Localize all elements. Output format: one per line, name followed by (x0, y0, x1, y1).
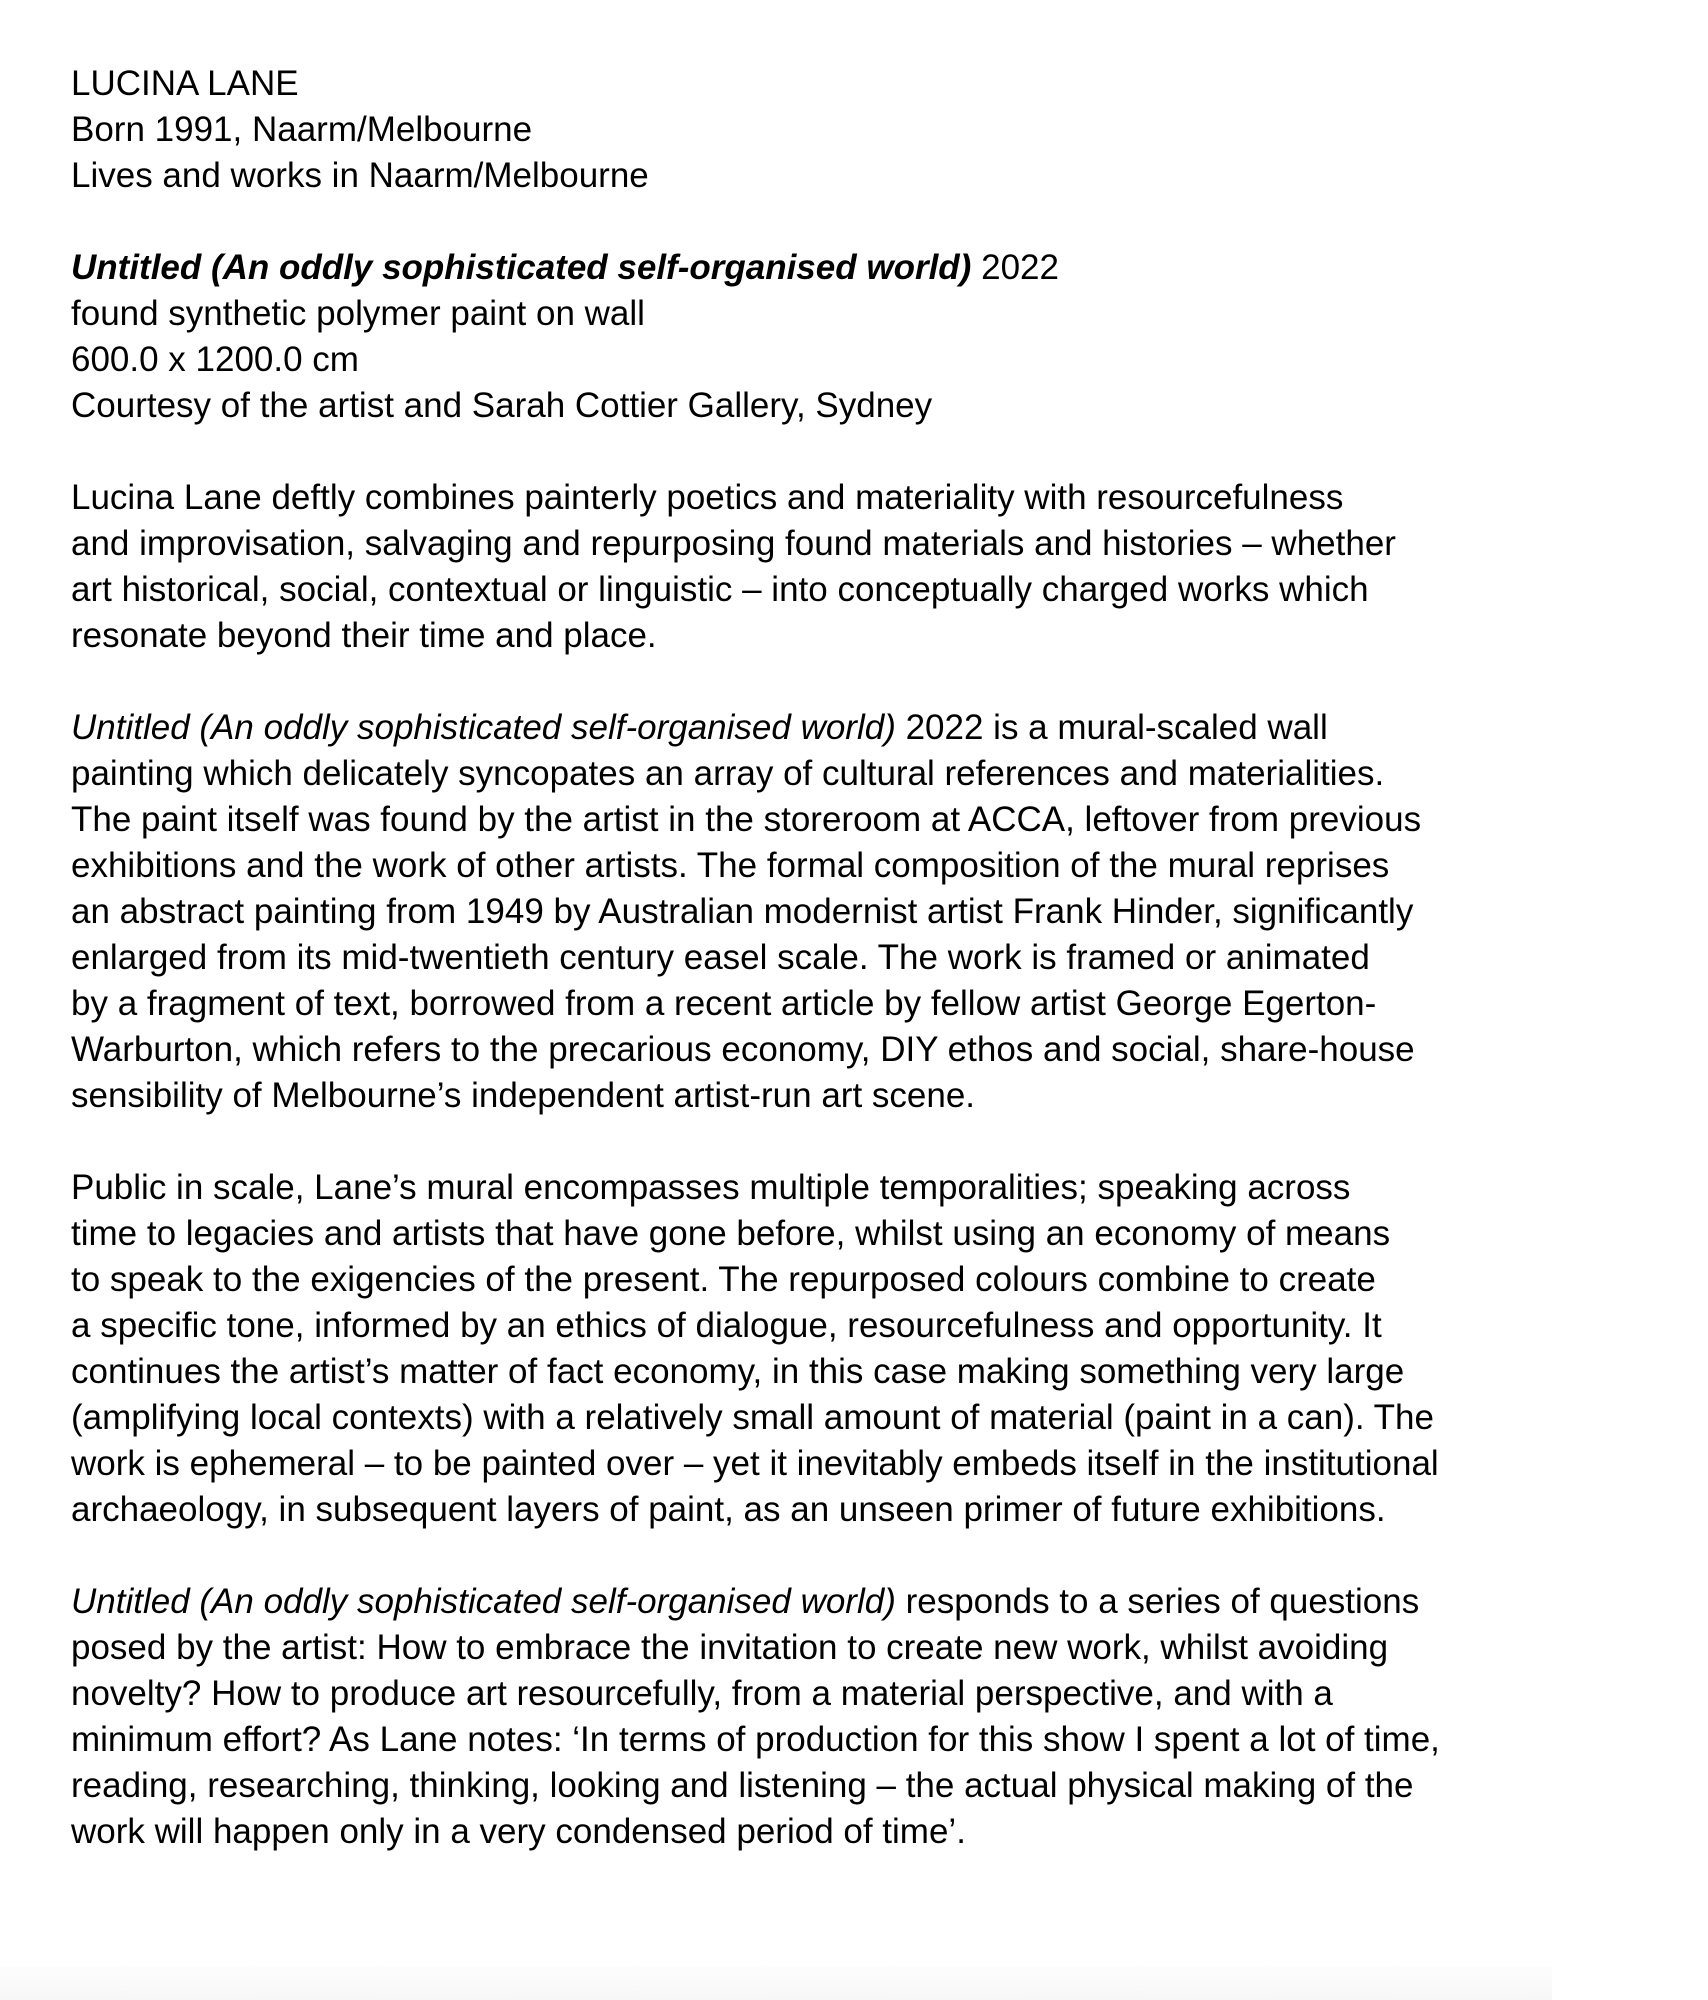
text-line (71, 567, 1651, 613)
work-medium: found synthetic polymer paint on wall (71, 294, 645, 333)
paragraph-public-scale (71, 1165, 1651, 1533)
text-segment: sensibility of Melbourne’s independent artist-run art scene. (71, 1076, 976, 1115)
text-line (71, 613, 1651, 659)
work-dimensions: 600.0 x 1200.0 cm (71, 340, 359, 379)
text-segment: continues the artist’s matter of fact economy, in this case making something very large (71, 1352, 1405, 1391)
footer-shade (0, 1966, 1552, 2000)
text-line (71, 1257, 1651, 1303)
text-line (71, 1349, 1651, 1395)
text-segment: (amplifying local contexts) with a relatively small amount of material (paint in a can). The (71, 1398, 1434, 1437)
text-line (71, 889, 1651, 935)
text-segment: and improvisation, salvaging and repurposing found materials and histories – whether (71, 524, 1396, 563)
text-line (71, 1165, 1651, 1211)
text-line (71, 1487, 1651, 1533)
work-title-reference: Untitled (An oddly sophisticated self-organised world) (71, 708, 896, 747)
text-segment: responds to a series of questions (895, 1582, 1420, 1621)
text-segment: The paint itself was found by the artist in the storeroom at ACCA, leftover from previous (71, 800, 1422, 839)
text-segment: 2022 is a mural-scaled wall (895, 708, 1328, 747)
text-segment: minimum effort? As Lane notes: ‘In terms of production for this show I spent a lot of time, (71, 1720, 1440, 1759)
text-line (71, 1395, 1651, 1441)
work-credit: Courtesy of the artist and Sarah Cottier Gallery, Sydney (71, 386, 933, 425)
text-line (71, 1717, 1651, 1763)
work-title-line (71, 245, 1651, 291)
work-year: 2022 (981, 248, 1059, 287)
text-line (71, 1211, 1651, 1257)
text-segment: resonate beyond their time and place. (71, 616, 657, 655)
paragraph-mural-description (71, 705, 1651, 1119)
text-segment: Lucina Lane deftly combines painterly poetics and materiality with resourcefulness (71, 478, 1344, 517)
text-segment: enlarged from its mid-twentieth century easel scale. The work is framed or animated (71, 938, 1370, 977)
text-line (71, 1027, 1651, 1073)
work-caption (71, 245, 1651, 429)
text-segment: art historical, social, contextual or linguistic – into conceptually charged works which (71, 570, 1369, 609)
text-segment: exhibitions and the work of other artists. The formal composition of the mural reprises (71, 846, 1390, 885)
text-line (71, 751, 1651, 797)
text-line (71, 935, 1651, 981)
artist-heading (71, 61, 1651, 199)
work-title-reference: Untitled (An oddly sophisticated self-organised world) (71, 1582, 896, 1621)
text-line (71, 1073, 1651, 1119)
text-line (71, 1303, 1651, 1349)
text-line (71, 1579, 1651, 1625)
text-segment: to speak to the exigencies of the present. The repurposed colours combine to create (71, 1260, 1376, 1299)
text-line (71, 1763, 1651, 1809)
text-segment: Warburton, which refers to the precarious economy, DIY ethos and social, share-house (71, 1030, 1415, 1069)
text-segment: posed by the artist: How to embrace the invitation to create new work, whilst avoiding (71, 1628, 1389, 1667)
text-segment: time to legacies and artists that have gone before, whilst using an economy of means (71, 1214, 1391, 1253)
text-segment: archaeology, in subsequent layers of paint, as an unseen primer of future exhibitions. (71, 1490, 1386, 1529)
text-line (71, 475, 1651, 521)
text-line (71, 705, 1651, 751)
text-segment: Public in scale, Lane’s mural encompasses multiple temporalities; speaking across (71, 1168, 1351, 1207)
text-segment: novelty? How to produce art resourcefully, from a material perspective, and with a (71, 1674, 1333, 1713)
text-line (71, 797, 1651, 843)
work-title: Untitled (An oddly sophisticated self-organised world) (71, 248, 972, 287)
text-line (71, 521, 1651, 567)
text-segment: painting which delicately syncopates an array of cultural references and materialities. (71, 754, 1385, 793)
text-segment: reading, researching, thinking, looking and listening – the actual physical making of the (71, 1766, 1414, 1805)
paragraph-intro (71, 475, 1651, 659)
artist-residence: Lives and works in Naarm/Melbourne (71, 156, 649, 195)
text-line (71, 981, 1651, 1027)
artist-name: LUCINA LANE (71, 64, 299, 103)
text-line (71, 1625, 1651, 1671)
text-line (71, 1809, 1651, 1855)
text-content (71, 61, 1651, 1901)
text-line (71, 1671, 1651, 1717)
artist-born: Born 1991, Naarm/Melbourne (71, 110, 533, 149)
text-segment: by a fragment of text, borrowed from a recent article by fellow artist George Egerton- (71, 984, 1377, 1023)
text-segment: a specific tone, informed by an ethics of dialogue, resourcefulness and opportunity. It (71, 1306, 1382, 1345)
text-segment: work will happen only in a very condensed period of time’. (71, 1812, 966, 1851)
text-segment: work is ephemeral – to be painted over – yet it inevitably embeds itself in the institutional (71, 1444, 1439, 1483)
text-line (71, 843, 1651, 889)
text-segment: an abstract painting from 1949 by Australian modernist artist Frank Hinder, significantly (71, 892, 1414, 931)
paragraph-artist-questions (71, 1579, 1651, 1855)
text-line (71, 1441, 1651, 1487)
